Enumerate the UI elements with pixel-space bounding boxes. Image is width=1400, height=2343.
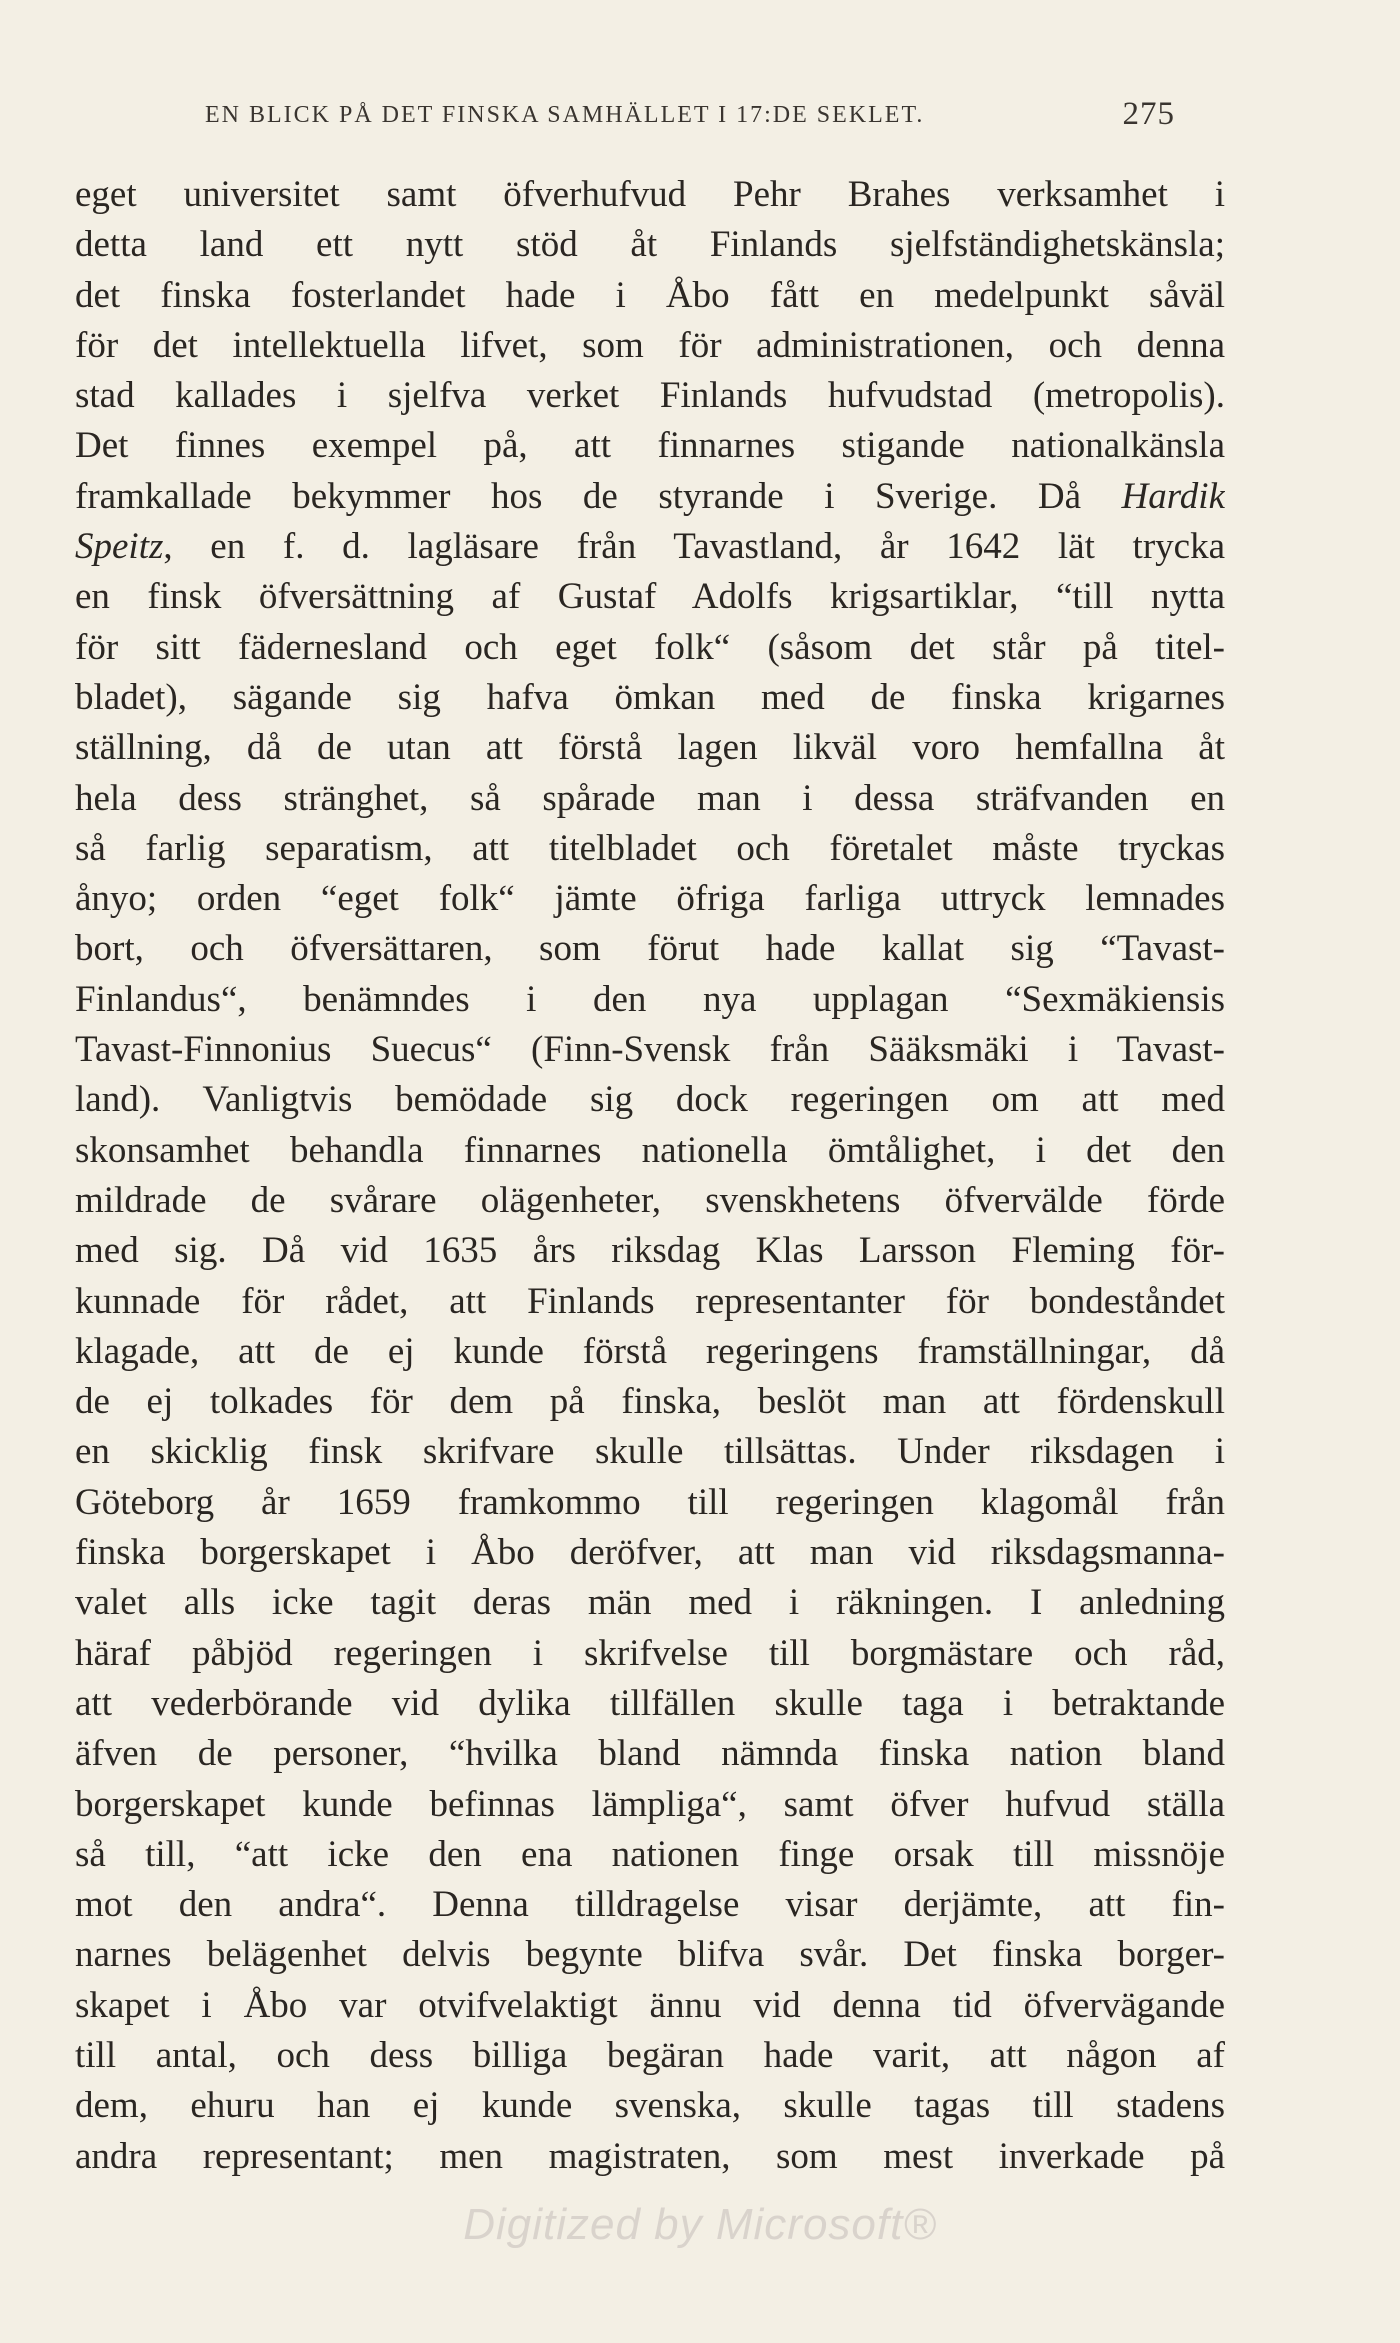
text-line: dem, ehuru han ej kunde svenska, skulle tagas till stadens <box>75 2085 1225 2127</box>
text-line: så till, “att icke den ena nationen finge orsak till missnöje <box>75 1833 1225 1875</box>
text-line: land). Vanligtvis bemödade sig dock regeringen om att med <box>75 1079 1225 1121</box>
text-line: bort, och öfversättaren, som förut hade kallat sig “Tavast- <box>75 928 1225 970</box>
running-header <box>205 96 1175 136</box>
text-line: ställning, då de utan att förstå lagen likväl voro hemfallna åt <box>75 727 1225 769</box>
text-line: häraf påbjöd regeringen i skrifvelse till borgmästare och råd, <box>75 1632 1225 1674</box>
text-line: skonsamhet behandla finnarnes nationella ömtålighet, i det den <box>75 1129 1225 1171</box>
text-line: Speitz, en f. d. lagläsare från Tavastland, år 1642 lät trycka <box>75 526 1225 568</box>
text-line: för sitt fädernesland och eget folk“ (såsom det står på titel- <box>75 626 1225 668</box>
text-line: borgerskapet kunde befinnas lämpliga“, samt öfver hufvud ställa <box>75 1783 1225 1825</box>
text-line: klagade, att de ej kunde förstå regeringens framställningar, då <box>75 1330 1225 1372</box>
running-title: EN BLICK PÅ DET FINSKA SAMHÄLLET I 17:DE SEKLET. <box>205 102 925 128</box>
text-line: för det intellektuella lifvet, som för administrationen, och denna <box>75 324 1225 366</box>
text-line: eget universitet samt öfverhufvud Pehr Brahes verksamhet i <box>75 174 1225 215</box>
text-line: att vederbörande vid dylika tillfällen skulle taga i betraktande <box>75 1682 1225 1724</box>
text-line: detta land ett nytt stöd åt Finlands sjelfständighetskänsla; <box>75 224 1225 266</box>
text-line: valet alls icke tagit deras män med i räkningen. I anledning <box>75 1582 1225 1624</box>
text-line: finska borgerskapet i Åbo deröfver, att man vid riksdagsmanna- <box>75 1532 1225 1574</box>
text-line: narnes belägenhet delvis begynte blifva svår. Det finska borger- <box>75 1934 1225 1976</box>
text-line: Göteborg år 1659 framkommo till regeringen klagomål från <box>75 1481 1225 1523</box>
text-line: skapet i Åbo var otvifvelaktigt ännu vid denna tid öfvervägande <box>75 1984 1225 2026</box>
text-line: de ej tolkades för dem på finska, beslöt man att fördenskull <box>75 1381 1225 1423</box>
text-line: en finsk öfversättning af Gustaf Adolfs krigsartiklar, “till nytta <box>75 576 1225 618</box>
text-line: mot den andra“. Denna tilldragelse visar derjämte, att fin- <box>75 1884 1225 1926</box>
body-text <box>75 170 1225 2182</box>
text-line: hela dess stränghet, så spårade man i dessa sträfvanden en <box>75 777 1225 819</box>
text-line: en skicklig finsk skrifvare skulle tillsättas. Under riksdagen i <box>75 1431 1225 1473</box>
text-line: stad kallades i sjelfva verket Finlands hufvudstad (metropolis). <box>75 375 1225 417</box>
text-line: det finska fosterlandet hade i Åbo fått en medelpunkt såväl <box>75 274 1225 316</box>
text-line: bladet), sägande sig hafva ömkan med de finska krigarnes <box>75 676 1225 718</box>
text-line: mildrade de svårare olägenheter, svenskhetens öfvervälde förde <box>75 1179 1225 1221</box>
text-line: Finlandus“, benämndes i den nya upplagan “Sexmäkiensis <box>75 978 1225 1020</box>
text-line: ånyo; orden “eget folk“ jämte öfriga farliga uttryck lemnades <box>75 878 1225 920</box>
text-line: med sig. Då vid 1635 års riksdag Klas Larsson Fleming för- <box>75 1230 1225 1272</box>
text-line: framkallade bekymmer hos de styrande i Sverige. Då Hardik <box>75 475 1225 517</box>
text-line: äfven de personer, “hvilka bland nämnda finska nation bland <box>75 1733 1225 1775</box>
text-line: kunnade för rådet, att Finlands representanter för bondeståndet <box>75 1280 1225 1322</box>
text-line: till antal, och dess billiga begäran hade varit, att någon af <box>75 2034 1225 2076</box>
text-line: Det finnes exempel på, att finnarnes stigande nationalkänsla <box>75 425 1225 467</box>
page-number: 275 <box>1122 96 1175 132</box>
text-line: så farlig separatism, att titelbladet och företalet måste tryckas <box>75 827 1225 869</box>
digitization-watermark: Digitized by Microsoft® <box>463 2200 937 2249</box>
text-line: andra representant; men magistraten, som mest inverkade på <box>75 2135 1225 2177</box>
text-line: Tavast-Finnonius Suecus“ (Finn-Svensk från Sääksmäki i Tavast- <box>75 1029 1225 1071</box>
